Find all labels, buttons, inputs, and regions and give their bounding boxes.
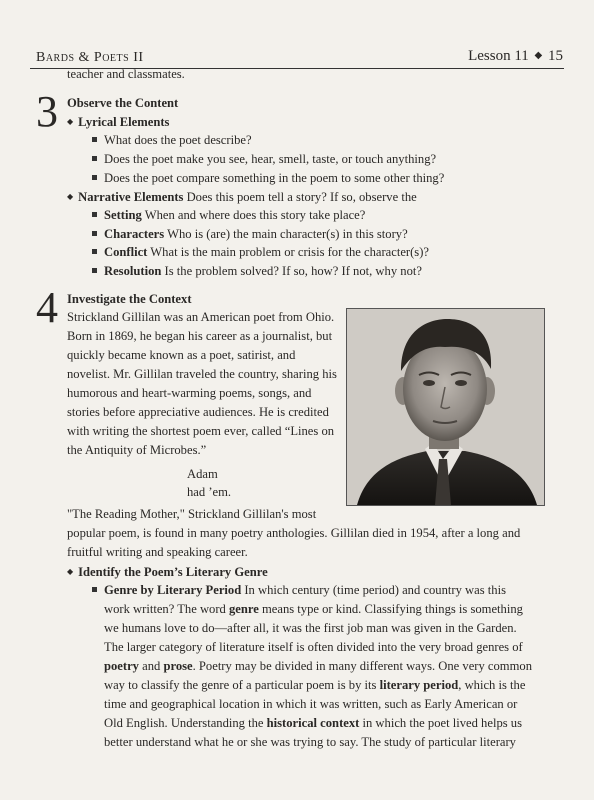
diamond-bullet-icon: ◆ [67,567,74,576]
bio-line: Strickland Gillilan was an American poet from Ohio. [67,310,335,324]
narrative-item: Resolution Is the problem solved? If so, how? If not, why not? [92,263,422,280]
genre-heading: ◆ Identify the Poem’s Literary Genre [67,565,268,579]
lyrical-item: Does the poet make you see, hear, smell, taste, or touch anything? [92,151,436,168]
lyrical-heading: ◆ Lyrical Elements [67,115,170,129]
page-number: 15 [548,48,563,64]
square-bullet-icon [92,212,97,217]
genre-line: poetry and prose. Poetry may be divided in many different ways. One very common [104,659,532,673]
square-bullet-icon [92,587,97,592]
genre-line: time and geographical location in which it was written, such as Early American or [104,697,518,711]
genre-line: way to classify the genre of a particular poem is by its literary period, which is the [104,678,526,692]
genre-line: Genre by Literary Period In which century (time period) and country was this [92,582,506,599]
bio-line: with writing the shortest poem ever, called “Lines on [67,424,335,438]
book-title: Bards & Poets II [36,50,144,65]
square-bullet-icon [92,137,97,142]
square-bullet-icon [92,156,97,161]
bio-line: novelist. Mr. Gillilan traveled the country, sharing his [67,367,337,381]
square-bullet-icon [92,175,97,180]
bio-line: the Antiquity of Microbes.” [67,443,207,457]
reading-mother-line: popular poem, is found in many poetry anthologies. Gillilan died in 1954, after a long and [67,526,521,540]
section-3-title: Observe the Content [67,96,179,110]
genre-line: we humans love to do—after all, it was the first job man was given in the Garden. [104,621,517,635]
diamond-bullet-icon: ◆ [67,117,74,126]
genre-line: Old English. Understanding the historical context in which the poet lived helps us [104,716,522,730]
narrative-heading: ◆ Narrative Elements Does this poem tell a story? If so, observe the [67,190,417,204]
reading-mother-line: fruitful writing and speaking career. [67,545,248,559]
bio-line: stories before appreciative audiences. He is credited [67,405,329,419]
lesson-label: Lesson 11 [468,48,529,64]
poem-line: had ’em. [187,485,232,499]
bio-line: quickly became known as a poet, satirist, and [67,348,296,362]
genre-line: work written? The word genre means type or kind. Classifying things is something [104,602,523,616]
bio-line: humorous and heart-warming poems, songs, and [67,386,312,400]
square-bullet-icon [92,249,97,254]
diamond-bullet-icon: ◆ [67,192,74,201]
narrative-item: Conflict What is the main problem or crisis for the character(s)? [92,244,429,261]
lyrical-item: Does the poet compare something in the poem to some other thing? [92,170,444,187]
square-bullet-icon [92,268,97,273]
lesson-page-label [468,48,563,65]
genre-line: The larger category of literature itself is often divided into the very broad genres of [104,640,523,654]
reading-mother-line: "The Reading Mother," Strickland Gillilan's most [67,507,317,521]
section-number-3: 3 [36,87,58,136]
lyrical-item: What does the poet describe? [92,132,252,149]
square-bullet-icon [92,231,97,236]
narrative-item: Setting When and where does this story take place? [92,207,365,224]
section-number-4: 4 [36,283,58,332]
poem-line: Adam [187,467,218,481]
author-portrait [346,308,545,506]
bio-line: Born in 1869, he began his career as a journalist, but [67,329,333,343]
intro-line: teacher and classmates. [67,67,185,81]
diamond-separator-icon: ◆ [534,50,543,61]
genre-line: better understand what he or she was trying to say. The study of particular literary [104,735,516,749]
section-4-title: Investigate the Context [67,292,192,306]
narrative-item: Characters Who is (are) the main character(s) in this story? [92,226,408,243]
